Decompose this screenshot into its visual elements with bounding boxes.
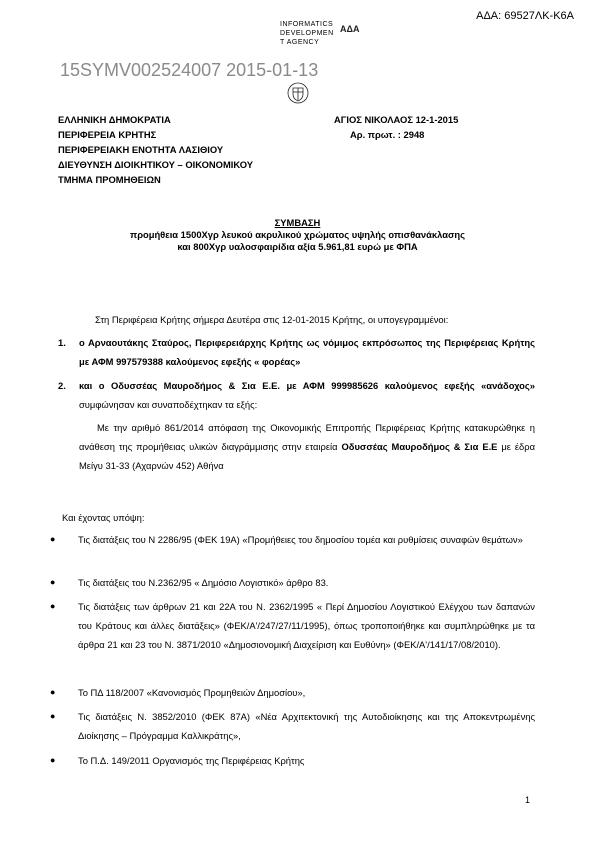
place-date: ΑΓΙΟΣ ΝΙΚΟΛΑΟΣ 12-1-2015	[334, 114, 459, 125]
bullet-icon: ●	[50, 534, 56, 544]
issuer-line: ΤΜΗΜΑ ΠΡΟΜΗΘΕΙΩΝ	[58, 174, 161, 185]
protocol-watermark: 15SYMV002524007 2015-01-13	[60, 60, 319, 80]
party-number: 2.	[58, 380, 66, 391]
legal-basis-item: ● Το Π.Δ. 149/2011 Οργανισμός της Περιφέρειας Κρήτης	[50, 751, 535, 770]
party-text: και ο Οδυσσέας Μαυροδήμος & Σια Ε.Ε. με ΑΦΜ 999985626 καλούμενος εφεξής «ανάδοχος» συμφώνησαν και συναποδέχτηκαν τα εξής:	[79, 380, 535, 410]
issuer-line: ΠΕΡΙΦΕΡΕΙΑ ΚΡΗΤΗΣ	[58, 129, 157, 140]
issuer-line: ΔΙΕΥΘΥΝΣΗ ΔΙΟΙΚΗΤΙΚΟΥ – ΟΙΚΟΝΟΜΙΚΟΥ	[58, 159, 253, 170]
party-number: 1.	[58, 337, 66, 348]
digital-signature-block	[340, 20, 410, 32]
bullet-icon: ●	[50, 711, 56, 721]
party-item	[58, 376, 535, 414]
protocol-number: Αρ. πρωτ. : 2948	[350, 129, 425, 140]
bullet-icon: ●	[50, 687, 56, 697]
issuer-block	[58, 112, 253, 187]
legal-basis-item: ● Τις διατάξεις του Ν 2286/95 (ΦΕΚ 19Α) «Προμήθειες του δημοσίου τομέα και ρυθμίσεις συναφών θεμάτων»	[50, 530, 535, 549]
title-line: και 800Χγρ υαλοσφαιρίδια αξία 5.961,81 ευρώ με ΦΠΑ	[177, 241, 418, 252]
date-protocol-block	[334, 112, 458, 142]
legal-basis-item: ● Το ΠΔ 118/2007 «Κανονισμός Προμηθειών Δημοσίου»,	[50, 683, 535, 702]
issuer-line: ΠΕΡΙΦΕΡΕΙΑΚΗ ΕΝΟΤΗΤΑ ΛΑΣΙΘΙΟΥ	[58, 144, 224, 155]
considering-heading: Και έχοντας υπόψη:	[62, 512, 145, 523]
legal-basis-item: ● Τις διατάξεις των άρθρων 21 και 22Α του Ν. 2362/1995 « Περί Δημοσίου Λογιστικού Ελέγχου των δαπανών του Κράτους και άλλες διατάξεις» (ΦΕΚ/Α'/247/27/11/1995), όπως τροποποιήθηκε και συμπληρώθηκε με τα άρθρα 21 και 23 του Ν. 3871/2010 «Δημοσιονομική Διαχείριση και Ευθύνη» (ΦΕΚ/Α'/141/17/08/2010).	[50, 597, 535, 654]
bullet-icon: ●	[50, 601, 56, 611]
intro-sentence: Στη Περιφέρεια Κρήτης σήμερα Δευτέρα στις 12-01-2015 Κρήτης, οι υπογεγραμμένοι:	[95, 314, 449, 325]
contract-title	[60, 217, 535, 253]
informatics-agency-label: INFORMATICS DEVELOPMEN T AGENCY	[280, 21, 334, 46]
legal-basis-item: ● Τις διατάξεις του Ν.2362/95 « Δημόσιο Λογιστικό» άρθρο 83.	[50, 573, 535, 592]
bullet-icon: ●	[50, 577, 56, 587]
page-number: 1	[525, 795, 531, 805]
signature-name: ΑΔΑ	[340, 24, 360, 34]
bullet-icon: ●	[50, 755, 56, 765]
award-paragraph: Με την αριθμό 861/2014 απόφαση της Οικονομικής Επιτροπής Περιφέρειας Κρήτης κατακυρώθηκε η ανάθεση της προμήθειας υλικών διαγράμμισης στην εταιρεία Οδυσσέας Μαυροδήμος & Σια Ε.Ε με έδρα Μείγυ 31-33 (Αχαρνών 452) Αθήνα	[79, 422, 535, 471]
greek-emblem-icon	[287, 82, 309, 104]
party-item	[58, 333, 535, 371]
ada-code: ΑΔΑ: 69527ΛΚ-Κ6Α	[476, 10, 574, 22]
company-name: Οδυσσέας Μαυροδήμος & Σια Ε.Ε	[341, 441, 498, 452]
title-main: ΣΥΜΒΑΣΗ	[274, 217, 321, 228]
legal-basis-item: ● Τις διατάξεις Ν. 3852/2010 (ΦΕΚ 87Α) «Νέα Αρχιτεκτονική της Αυτοδιοίκησης και της Αποκεντρωμένης Διοίκησης – Πρόγραμμα Καλλικράτης»,	[50, 707, 535, 745]
party-text: ο Αρναουτάκης Σταύρος, Περιφερειάρχης Κρήτης ως νόμιμος εκπρόσωπος της Περιφέρειας Κρήτης με ΑΦΜ 997579388 καλούμενος εφεξής « φορέας»	[79, 337, 535, 367]
issuer-line: ΕΛΛΗΝΙΚΗ ΔΗΜΟΚΡΑΤΙΑ	[58, 114, 171, 125]
title-line: προμήθεια 1500Χγρ λευκού ακρυλικού χρώματος υψηλής οπισθανάκλασης	[130, 229, 465, 240]
